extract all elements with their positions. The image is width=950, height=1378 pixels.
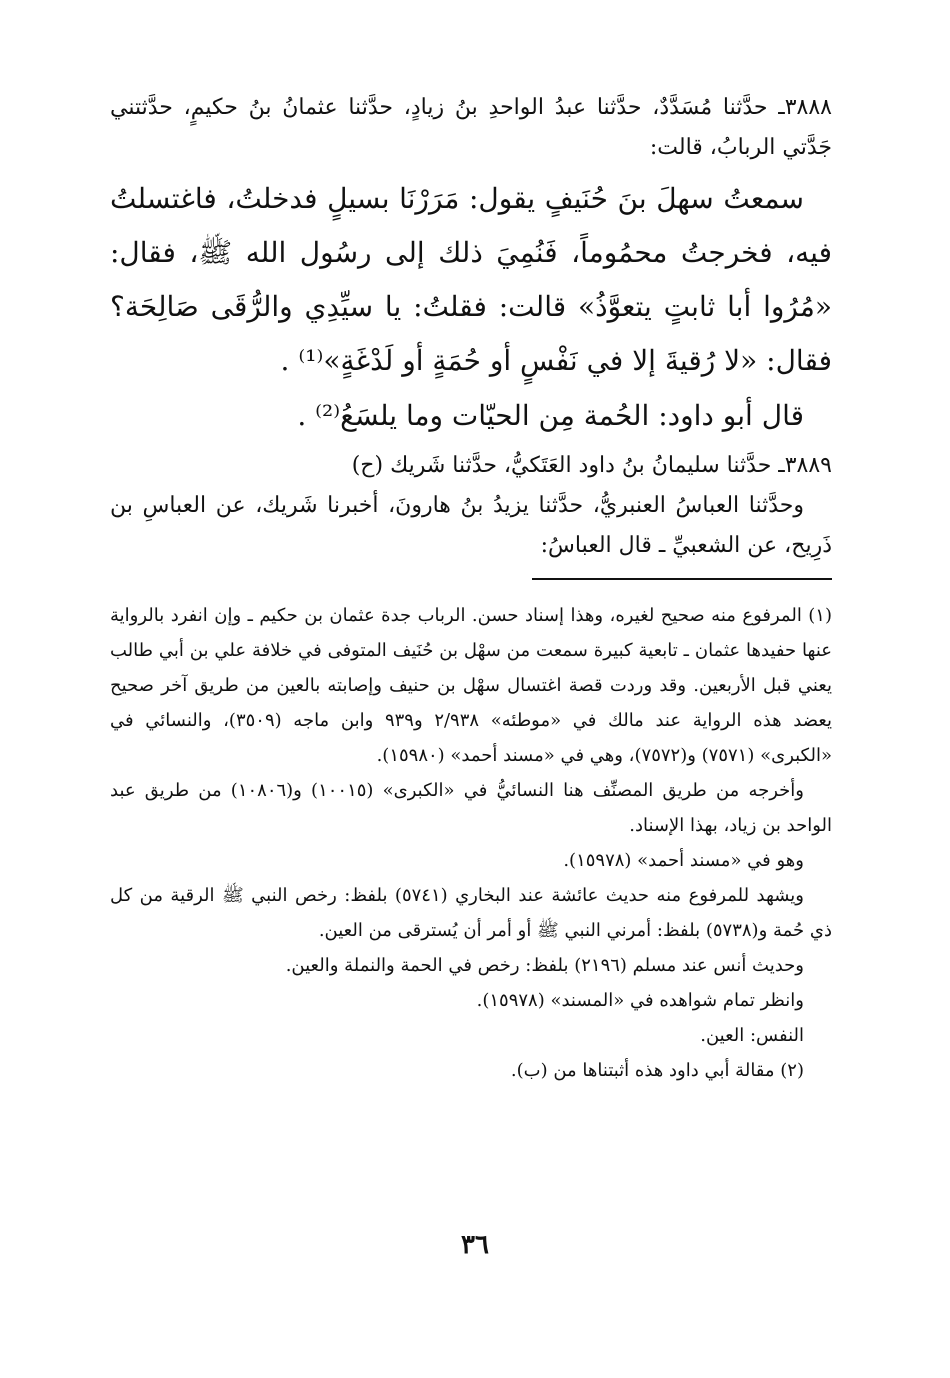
- footnote-1-paragraph: (١) المرفوع منه صحيح لغيره، وهذا إسناد حسن. الرباب جدة عثمان بن حكيم ـ وإن انفرد بالرواية عنها حفيدها عثمان ـ تابعية كبيرة سمعت من سهْل بن حُنَيف المتوفى في خلافة علي بن أبي طالب يعني قبل الأربعين. وقد وردت قصة اغتسال سهْل بن حنيف وإصابته بالعين من طريق آخر صحيح يعضد هذه الرواية عند مالك في «موطئه» ٢/٩٣٨ و٩٣٩ وابن ماجه (٣٥٠٩)، والنسائي في «الكبرى» (٧٥٧١) و(٧٥٧٢)، وهي في «مسند أحمد» (١٥٩٨٠).: [110, 605, 832, 766]
- footnote-1-paragraph: وهو في «مسند أحمد» (١٥٩٧٨).: [563, 850, 804, 871]
- hadith-3888-chain: ٣٨٨٨ـ حدَّثنا مُسَدَّدٌ، حدَّثنا عبدُ الواحدِ بنُ زيادٍ، حدَّثنا عثمانُ بنُ حكيمٍ، حدَّثتني جَدَّتي الربابُ، قالت:: [110, 95, 832, 160]
- footnote-1-paragraph: وحديث أنس عند مسلم (٢١٩٦) بلفظ: رخص في الحمة والنملة والعين.: [285, 955, 804, 976]
- footnote-1-paragraph: وأخرجه من طريق المصنِّف هنا النسائيُّ في «الكبرى» (١٠٠١٥) و(١٠٨٠٦) من طريق عبد الواحد بن زياد، بهذا الإسناد.: [110, 780, 832, 836]
- abu-dawud-note: قال أبو داود: الحُمة مِن الحيّات وما يلسَعُ⁽²⁾ .: [297, 399, 804, 432]
- hadith-3888-matn: سمعتُ سهلَ بنَ حُنَيفٍ يقول: مَرَرْنَا بسيلٍ فدخلتُ، فاغتسلتُ فيه، فخرجتُ محمُوماً، فَنُمِيَ ذلك إلى رسُول الله ﷺ، فقال: «مُرُوا أبا ثابتٍ يتعوَّذُ» قالت: فقلتُ: يا سيِّدِي والرُّقَى صَالِحَة؟ فقال: «لا رُقيةَ إلا في نَفْسٍ أو حُمَةٍ أو لَدْغَةٍ»⁽¹⁾ .: [110, 182, 832, 377]
- page-number: ٣٦: [461, 1230, 489, 1260]
- footnotes: [110, 598, 832, 1088]
- hadith-3889-chain-line1: ٣٨٨٩ـ حدَّثنا سليمانُ بنُ داود العَتَكيُّ، حدَّثنا شَريك (ح): [351, 453, 832, 478]
- hadith-3889-chain-line2: وحدَّثنا العباسُ العنبريُّ، حدَّثنا يزيدُ بنُ هارونَ، أخبرنا شَريك، عن العباسِ بن ذَرِيح، عن الشعبيِّ ـ قال العباسُ:: [110, 493, 832, 558]
- footnote-1-paragraph: النفس: العين.: [700, 1025, 804, 1046]
- page-body: [110, 88, 832, 1088]
- footnote-1-paragraph: وانظر تمام شواهده في «المسند» (١٥٩٧٨).: [476, 990, 804, 1011]
- footnote-2: (٢) مقالة أبي داود هذه أثبتناها من (ب).: [510, 1060, 804, 1081]
- footnote-divider: [532, 578, 832, 580]
- footnote-1-paragraph: ويشهد للمرفوع منه حديث عائشة عند البخاري (٥٧٤١) بلفظ: رخص النبي ﷺ الرقية من كل ذي حُمة و(٥٧٣٨) بلفظ: أمرني النبي ﷺ أو أمر أن يُسترقى من العين.: [110, 885, 832, 941]
